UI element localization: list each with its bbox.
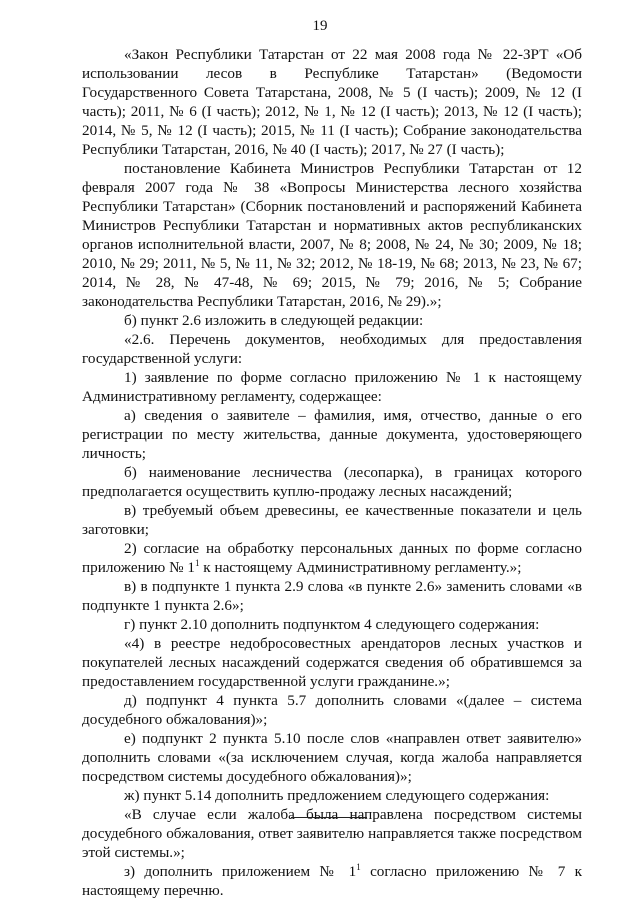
paragraph: 1) заявление по форме согласно приложению № 1 к настоящему Административному регламенту, содержащее: <box>82 369 582 405</box>
paragraph: г) пункт 2.10 дополнить подпунктом 4 следующего содержания: <box>124 616 540 633</box>
paragraph <box>82 862 582 900</box>
page-number: 19 <box>312 18 328 34</box>
paragraph: б) наименование лесничества (лесопарка), в границах которого предполагается осуществить куплю-продажу лесных насаждений; <box>82 464 582 500</box>
paragraph: «4) в реестре недобросовестных арендаторов лесных участков и покупателей лесных насаждений содержатся сведения об обратившемся за предоставлением государственной услуги гражданине.»; <box>82 635 582 690</box>
superscript: 1 <box>356 861 361 872</box>
paragraph-text: 2) согласие на обработку персональных данных по форме согласно приложению № 1 <box>82 540 582 576</box>
paragraph: ж) пункт 5.14 дополнить предложением следующего содержания: <box>124 787 550 804</box>
paragraph-text: к настоящему Административному регламенту.»; <box>199 559 522 576</box>
paragraph: д) подпункт 4 пункта 5.7 дополнить словами «(далее – система досудебного обжалования)»; <box>82 692 582 728</box>
paragraph: «Закон Республики Татарстан от 22 мая 2008 года № 22-ЗРТ «Об использовании лесов в Республике Татарстан» (Ведомости Государственного Совета Татарстана, 2008, № 5 (I часть); 2009, № 12 (I часть); 2011, № 6 (I часть); 2012, № 1, № 12 (I часть); 2013, № 12 (I часть); 2014, № 5, № 12 (I часть); 2015, № 11 (I часть); Собрание законодательства Республики Татарстан, 2016, № 40 (I часть); 2017, № 27 (I часть); <box>82 46 582 158</box>
paragraph-text: согласно приложению № 7 к настоящему перечню. <box>82 863 582 899</box>
paragraph: а) сведения о заявителе – фамилия, имя, отчество, данные о его регистрации по месту жительства, данные документа, удостоверяющего личность; <box>82 407 582 462</box>
superscript: 1 <box>194 557 200 568</box>
paragraph: б) пункт 2.6 изложить в следующей редакции: <box>124 312 424 329</box>
paragraph: постановление Кабинета Министров Республики Татарстан от 12 февраля 2007 года № 38 «Вопросы Министерства лесного хозяйства Республики Татарстан» (Сборник постановлений и распоряжений Кабинета Министров Республики Татарстан и нормативных актов республиканских органов исполнительной власти, 2007, № 8; 2008, № 24, № 30; 2009, № 18; 2010, № 29; 2011, № 5, № 11, № 32; 2012, № 18-19, № 68; 2013, № 23, № 67; 2014, № 28, № 47-48, № 69; 2015, № 79; 2016, № 5; Собрание законодательства Республики Татарстан, 2016, № 29).»; <box>82 160 582 310</box>
document-body <box>82 45 582 900</box>
paragraph: в) в подпункте 1 пункта 2.9 слова «в пункте 2.6» заменить словами «в подпункте 1 пункта 2.6»; <box>82 578 582 614</box>
paragraph: в) требуемый объем древесины, ее качественные показатели и цель заготовки; <box>82 502 582 538</box>
paragraph: е) подпункт 2 пункта 5.10 после слов «направлен ответ заявителю» дополнить словами «(за исключением случая, когда жалоба направляется посредством системы досудебного обжалования)»; <box>82 730 582 785</box>
paragraph-text: з) дополнить приложением № 1 <box>124 863 357 880</box>
paragraph: «В случае если жалоба была направлена посредством системы досудебного обжалования, ответ заявителю направляется также посредством этой системы.»; <box>82 806 582 861</box>
paragraph: «2.6. Перечень документов, необходимых для предоставления государственной услуги: <box>82 331 582 367</box>
paragraph <box>82 539 582 577</box>
end-divider <box>291 817 367 818</box>
